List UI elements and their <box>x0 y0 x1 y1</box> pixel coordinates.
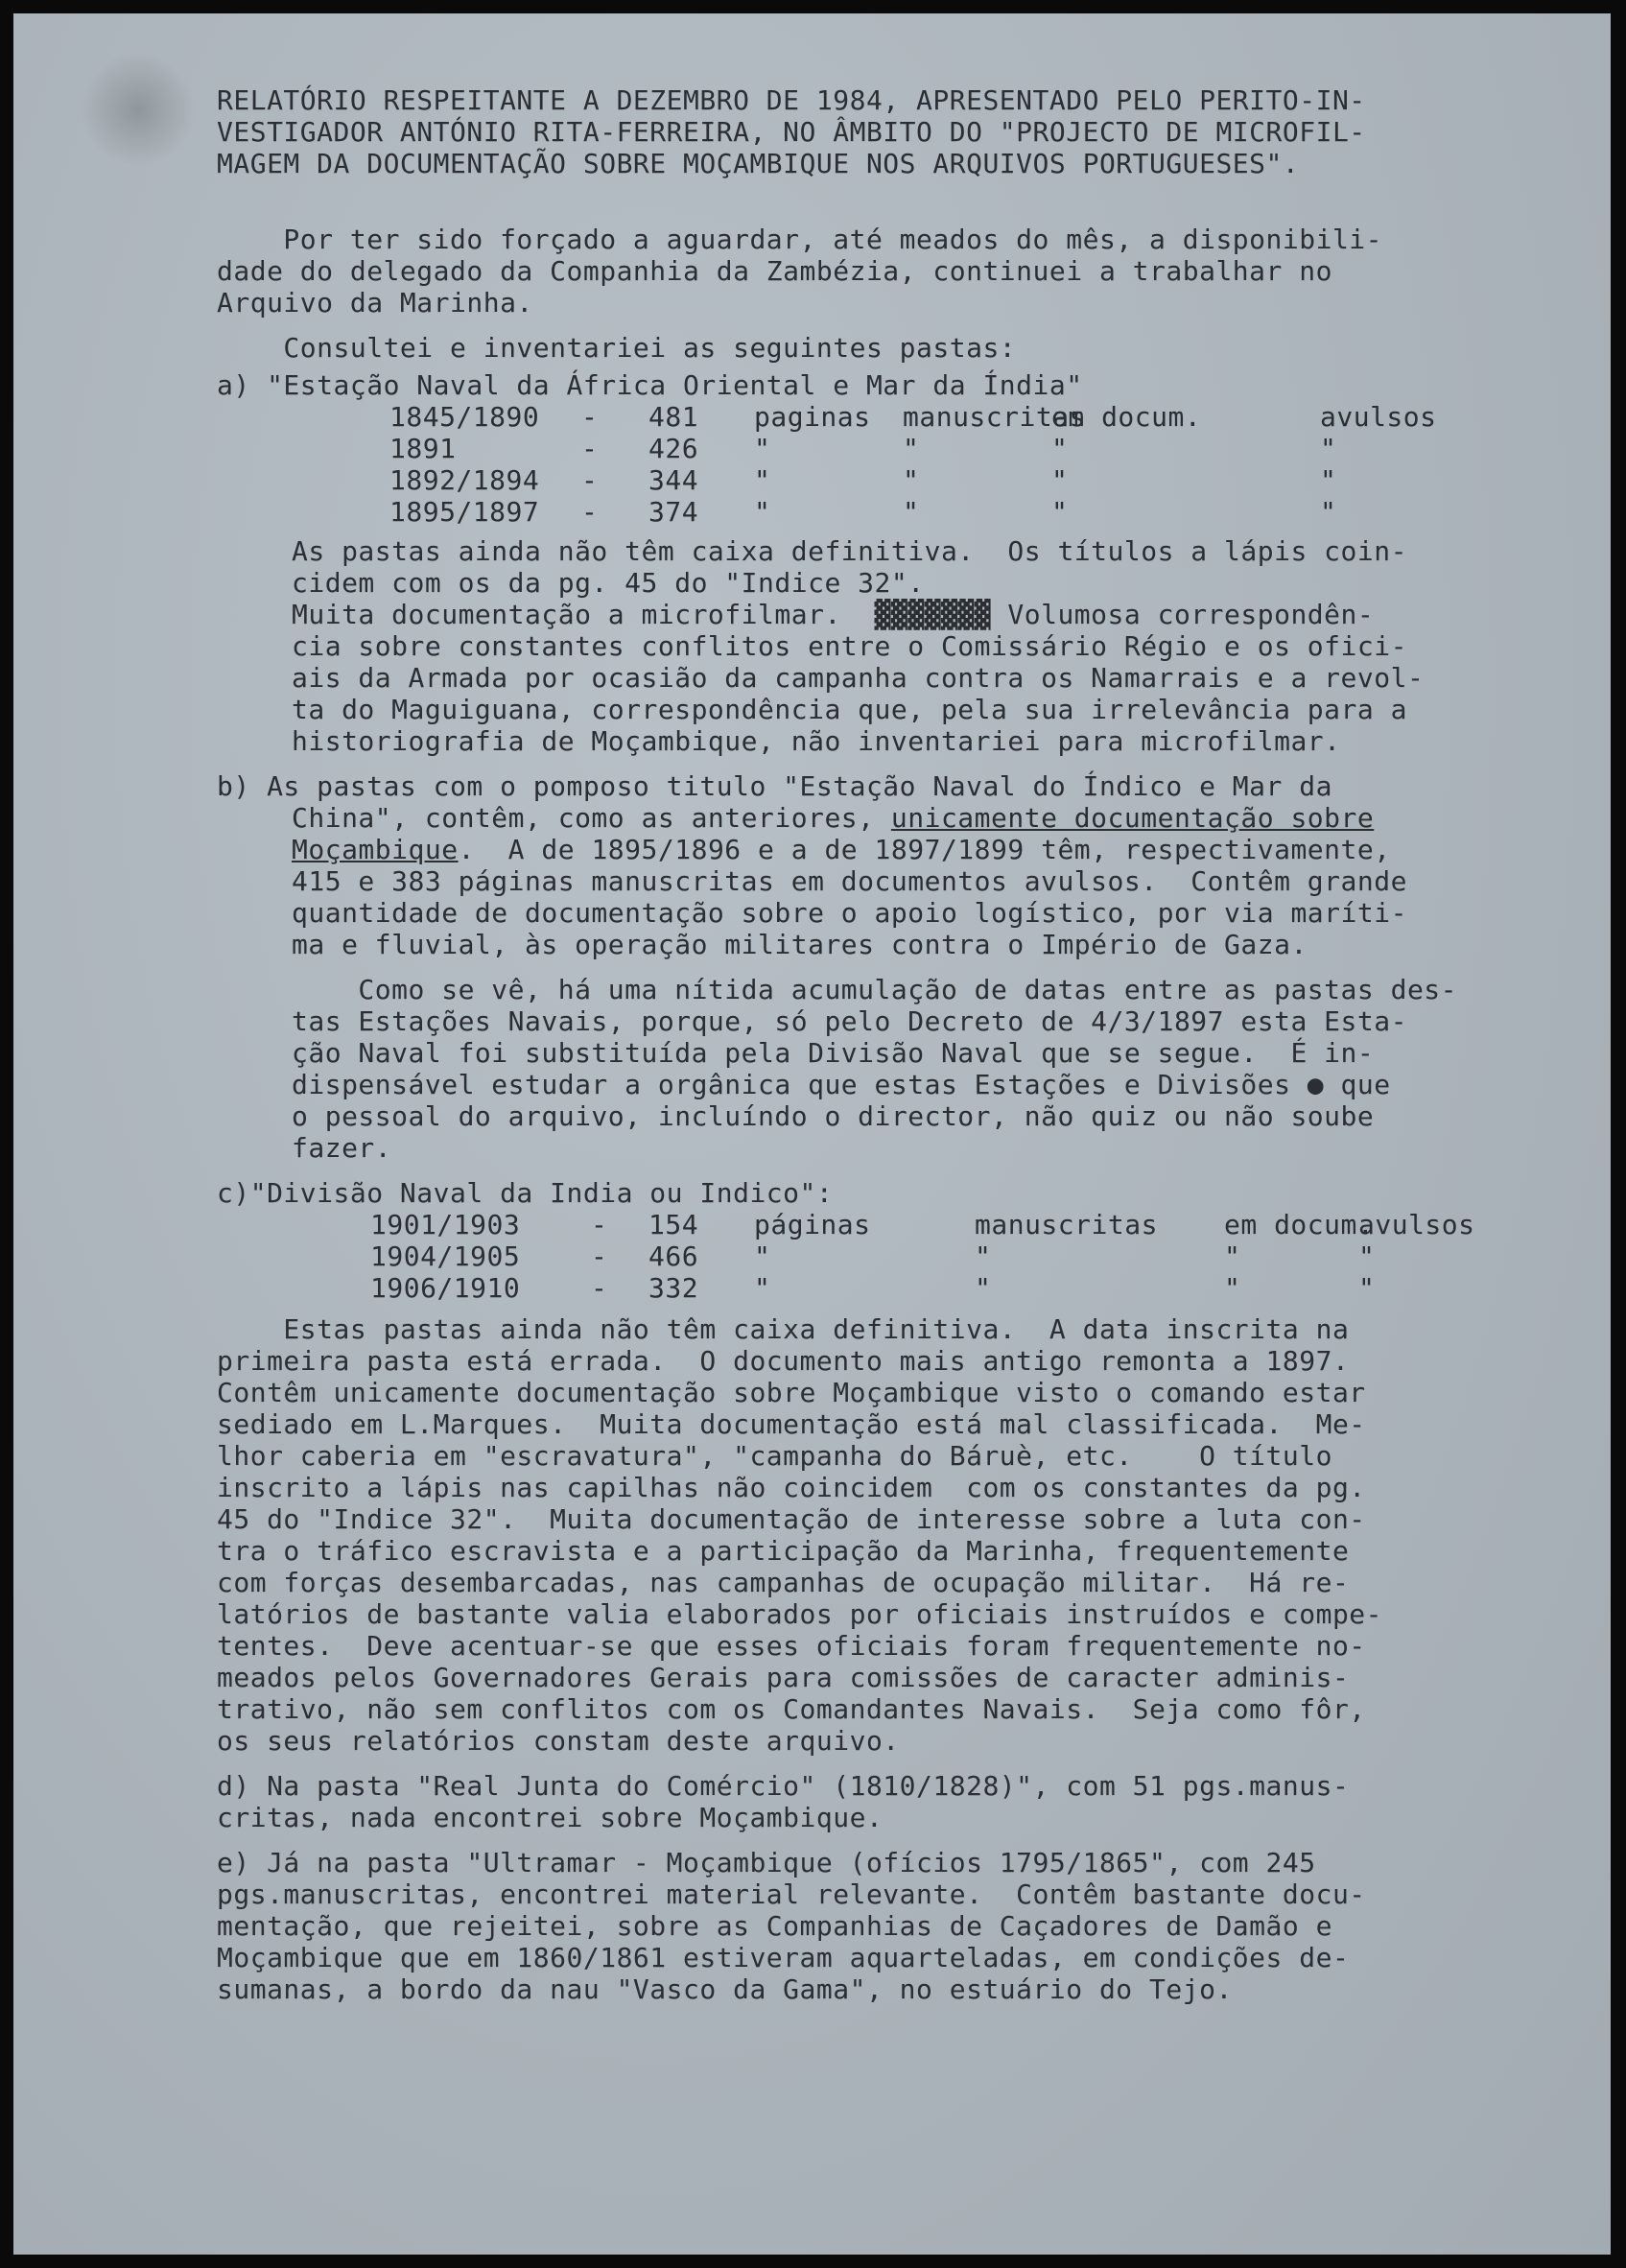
paragraph-line: primeira pasta está errada. O documento mais antigo remonta a 1897. <box>217 1345 1350 1377</box>
table-row: 1895/1897 - 374 " " " " <box>389 496 1337 528</box>
intro-line: dade do delegado da Companhia da Zambézia, continuei a trabalhar no <box>217 255 1332 287</box>
section-d-line: critas, nada encontrei sobre Moçambique. <box>217 1802 884 1833</box>
intro-consultei: Consultei e inventariei as seguintes pastas: <box>217 332 1017 364</box>
table-row: 1891 - 426 " " " " <box>389 433 1337 464</box>
paragraph-line: Estas pastas ainda não têm caixa definitiva. A data inscrita na <box>217 1313 1350 1345</box>
document-page <box>13 13 1611 2255</box>
paragraph-line: ta do Maguiguana, correspondência que, pela sua irrelevância para a <box>292 694 1407 725</box>
paragraph-line: trativo, não sem conflitos com os Comandantes Navais. Seja como fôr, <box>217 1693 1366 1725</box>
header-line: RELATÓRIO RESPEITANTE A DEZEMBRO DE 1984, APRESENTADO PELO PERITO-IN- <box>217 84 1366 116</box>
table-row: 1845/1890 - 481 paginas manuscritas em docum. avulsos <box>389 401 1437 433</box>
section-c-table <box>217 1209 1608 1304</box>
underlined-text: Moçambique <box>292 834 459 865</box>
section-b-line: China", contêm, como as anteriores, unicamente documentação sobre <box>292 802 1375 834</box>
paragraph-line: Contêm unicamente documentação sobre Moçambique visto o comando estar <box>217 1377 1366 1408</box>
paragraph-line: tra o tráfico escravista e a participação da Marinha, frequentemente <box>217 1535 1350 1567</box>
intro-line: Por ter sido forçado a aguardar, até meados do mês, a disponibili- <box>217 224 1383 255</box>
section-e-line: pgs.manuscritas, encontrei material relevante. Contêm bastante docu- <box>217 1878 1366 1910</box>
section-b-line: Moçambique. A de 1895/1896 e a de 1897/1899 têm, respectivamente, <box>292 834 1391 865</box>
section-b-line: ma e fluvial, às operação militares contra o Império de Gaza. <box>292 929 1308 960</box>
section-e-line: e) Já na pasta "Ultramar - Moçambique (ofícios 1795/1865", com 245 <box>217 1847 1316 1878</box>
paragraph-line: historiografia de Moçambique, não inventariei para microfilmar. <box>292 725 1341 757</box>
paragraph-line: latórios de bastante valia elaborados por oficiais instruídos e compe- <box>217 1598 1383 1630</box>
section-d-line: d) Na pasta "Real Junta do Comércio" (1810/1828)", com 51 pgs.manus- <box>217 1770 1350 1802</box>
section-a-table <box>217 401 1608 528</box>
section-b-line: b) As pastas com o pomposo titulo "Estação Naval do Índico e Mar da <box>217 770 1332 802</box>
section-e-line: sumanas, a bordo da nau "Vasco da Gama", no estuário do Tejo. <box>217 1973 1233 2005</box>
paragraph-line: meados pelos Governadores Gerais para comissões de caracter adminis- <box>217 1662 1350 1693</box>
paragraph-line: lhor caberia em "escravatura", "campanha do Báruè, etc. O título <box>217 1440 1332 1472</box>
paragraph-line: fazer. <box>292 1132 392 1164</box>
paragraph-line: dispensável estudar a orgânica que estas Estações e Divisões ● que <box>292 1069 1391 1100</box>
header-line: VESTIGADOR ANTÓNIO RITA-FERREIRA, NO ÂMBITO DO "PROJECTO DE MICROFIL- <box>217 116 1366 148</box>
paragraph-line: Como se vê, há uma nítida acumulação de datas entre as pastas des- <box>292 974 1458 1005</box>
ink-stain <box>81 52 196 167</box>
paragraph-line: com forças desembarcadas, nas campanhas de ocupação militar. Há re- <box>217 1567 1350 1598</box>
table-row: 1892/1894 - 344 " " " " <box>389 464 1337 496</box>
table-row: 1906/1910 - 332 " " " " <box>370 1272 1376 1304</box>
section-e-line: Moçambique que em 1860/1861 estiveram aquarteladas, em condições de- <box>217 1942 1350 1973</box>
paragraph-line: inscrito a lápis nas capilhas não coincidem com os constantes da pg. <box>217 1472 1366 1503</box>
paragraph-line: ção Naval foi substituída pela Divisão Naval que se segue. É in- <box>292 1037 1375 1069</box>
section-e-line: mentação, que rejeitei, sobre as Companhias de Caçadores de Damão e <box>217 1910 1332 1942</box>
paragraph-line: cia sobre constantes conflitos entre o Comissário Régio e os ofici- <box>292 630 1407 662</box>
header-line: MAGEM DA DOCUMENTAÇÃO SOBRE MOÇAMBIQUE NOS ARQUIVOS PORTUGUESES". <box>217 148 1300 179</box>
paragraph-line: tas Estações Navais, porque, só pelo Decreto de 4/3/1897 esta Esta- <box>292 1005 1407 1037</box>
paragraph-line: Muita documentação a microfilmar. ▓▓▓▓▓▓▓ Volumosa correspondên- <box>292 599 1375 630</box>
intro-line: Arquivo da Marinha. <box>217 287 533 319</box>
underlined-text: unicamente documentação sobre <box>890 802 1375 834</box>
document-body <box>217 84 1608 2005</box>
section-b-line: 415 e 383 páginas manuscritas em documentos avulsos. Contêm grande <box>292 865 1407 897</box>
table-row: 1904/1905 - 466 " " " " <box>370 1240 1376 1272</box>
table-row: 1901/1903 - 154 páginas manuscritas em docum. avulsos <box>370 1209 1475 1240</box>
paragraph-line: As pastas ainda não têm caixa definitiva. Os títulos a lápis coin- <box>292 535 1407 567</box>
paragraph-line: 45 do "Indice 32". Muita documentação de interesse sobre a luta con- <box>217 1503 1366 1535</box>
paragraph-line: cidem com os da pg. 45 do "Indice 32". <box>292 567 925 599</box>
paragraph-line: ais da Armada por ocasião da campanha contra os Namarrais e a revol- <box>292 662 1425 694</box>
section-c-title: c)"Divisão Naval da India ou Indico": <box>217 1177 834 1209</box>
paragraph-line: o pessoal do arquivo, incluíndo o director, não quiz ou não soube <box>292 1100 1375 1132</box>
paragraph-line: sediado em L.Marques. Muita documentação está mal classificada. Me- <box>217 1408 1366 1440</box>
section-a-title: a) "Estação Naval da África Oriental e Mar da Índia" <box>217 369 1083 401</box>
paragraph-line: os seus relatórios constam deste arquivo. <box>217 1725 900 1757</box>
paragraph-line: tentes. Deve acentuar-se que esses oficiais foram frequentemente no- <box>217 1630 1366 1662</box>
section-b-line: quantidade de documentação sobre o apoio logístico, por via maríti- <box>292 897 1407 929</box>
